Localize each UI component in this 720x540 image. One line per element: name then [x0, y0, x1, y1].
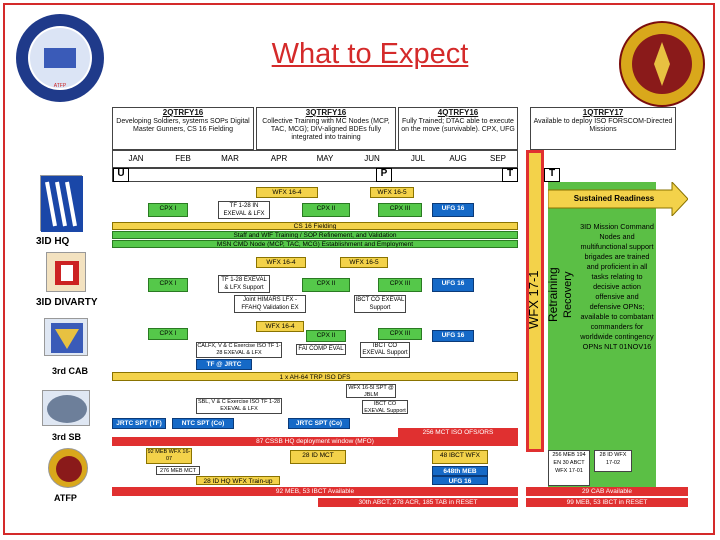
milestone-t: T: [502, 168, 518, 182]
divarty-cpx-3: CPX III: [378, 278, 422, 292]
sb-ibct-support: IBCT CO EXEVAL Support: [362, 400, 408, 414]
cab-trp-dfs: 1 x AH-64 TRP ISO DFS: [112, 372, 518, 381]
hq-cpx-1: CPX I: [148, 203, 188, 217]
unit-label-cab: 3rd CAB: [52, 366, 89, 376]
recovery-label: Recovery: [562, 271, 574, 319]
hq-cpx-2: CPX II: [302, 203, 350, 217]
atfp-256-meb-wfx: 256 MEB 194 EN 30 ABCT WFX 17-01: [548, 450, 590, 486]
atfp-28-id-wfx-17-02: 28 ID WFX 17-02: [594, 450, 632, 472]
month-label: MAR: [221, 154, 239, 163]
divarty-wfx-16-5: WFX 16-5: [340, 257, 388, 268]
svg-text:ATFP: ATFP: [53, 83, 67, 89]
sb-ntc-spt: NTC SPT (Co): [172, 418, 234, 429]
atfp-92-meb-available: 92 MEB, 53 IBCT Available: [112, 487, 518, 496]
milestone-p: P: [376, 168, 392, 182]
hq-staff-training: Staff and WfF Training / SOP Refinement, and Validation: [112, 231, 518, 239]
divarty-crest-icon: [46, 252, 86, 292]
cab-crest-icon: [44, 318, 88, 356]
unit-label-hq: 3ID HQ: [36, 236, 70, 247]
division-logo: [14, 12, 106, 104]
atfp-99-meb-reset: 99 MEB, 53 IBCT in RESET: [526, 498, 688, 507]
sb-jrtc-spt-tf: JRTC SPT (TF): [112, 418, 166, 429]
atfp-648-meb: 648th MEB: [432, 466, 488, 476]
cab-cpx-3: CPX III: [378, 328, 422, 340]
month-label: JUL: [410, 154, 426, 163]
quarter-header: 4QTRFY16 Fully Trained; DTAC able to execute on the move (survivable). CPX, UFG: [398, 107, 518, 150]
divarty-wfx-16-4: WFX 16-4: [256, 257, 306, 268]
retraining-label: Retraining: [546, 267, 560, 323]
cab-cpx-2: CPX II: [306, 330, 346, 342]
hq-tf-exeval: TF 1-28 IN EXEVAL & LFX: [218, 201, 270, 219]
atfp-28-id-hq-wfx: 28 ID HQ WFX Train-up: [196, 476, 280, 485]
divarty-cpx-2: CPX II: [302, 278, 350, 292]
month-label: SEP: [489, 154, 506, 163]
divarty-tf-support: TF 1-28 EXEVAL & LFX Support: [218, 275, 270, 293]
atfp-29-cab-available: 29 CAB Available: [526, 487, 688, 496]
divarty-ufg-16: UFG 16: [432, 278, 474, 292]
month-label: AUG: [449, 154, 467, 163]
3id-patch-icon: [40, 175, 82, 231]
atfp-276-meb-mct: 276 MEB MCT: [156, 466, 200, 475]
divarty-cpx-1: CPX I: [148, 278, 188, 292]
atfp-30-abct-reset: 30th ABCT, 278 ACR, 185 TAB in RESET: [318, 498, 518, 507]
sustained-readiness-label: Sustained Readiness: [573, 194, 655, 203]
month-row-border: [112, 150, 518, 168]
hq-cpx-3: CPX III: [378, 203, 422, 217]
sb-sbl-exercise: SBL, V & C Exercise ISO TF 1-28 EXEVAL & LFX: [197, 399, 281, 412]
cab-fai-comp-eval: FAI COMP EVAL: [296, 344, 346, 355]
sb-87-cssb: 87 CSSB HQ deployment window (MFO): [112, 437, 518, 446]
sb-jrtc-spt-co: JRTC SPT (Co): [288, 418, 350, 429]
hq-ufg-16: UFG 16: [432, 203, 474, 217]
month-label: APR: [270, 154, 288, 163]
divarty-ibct-support: IBCT CO EXEVAL Support: [355, 297, 405, 311]
divarty-himars: Joint HIMARS LFX - FFAHQ Validation EX: [234, 295, 306, 313]
cab-ibct-support: IBCT CO EXEVAL Support: [360, 342, 410, 358]
wfx-17-1-label: WFX 17-1: [526, 270, 541, 330]
hq-msn-cmd-node: MSN CMD Node (MCP, TAC, MCG) Establishment and Employment: [112, 240, 518, 248]
unit-label-divarty: 3ID DIVARTY: [36, 297, 98, 308]
hq-wfx-16-5: WFX 16-5: [370, 187, 414, 198]
unit-label-sb: 3rd SB: [52, 432, 82, 442]
cab-tf-jrtc: TF @ JRTC: [196, 359, 252, 370]
sb-256-mct: 256 MCT ISO OFS/ORS: [398, 428, 518, 437]
atfp-28-id-mct: 28 ID MCT: [290, 450, 346, 464]
cab-wfx-16-4: WFX 16-4: [256, 321, 304, 332]
quarter-header: 3QTRFY16 Collective Training with MC Nodes (MCP, TAC, MCG); DIV-aligned BDEs fully integrated into training: [256, 107, 396, 150]
month-label: JAN: [128, 154, 144, 163]
cab-calfx: CALFX, V & C Exercise ISO TF 1-28 EXEVAL & LFX: [197, 343, 281, 356]
month-label: MAY: [316, 154, 334, 163]
hq-wfx-16-4: WFX 16-4: [256, 187, 318, 198]
month-label: FEB: [175, 154, 191, 163]
sb-crest-icon: [42, 390, 90, 426]
cab-cpx-1: CPX I: [148, 328, 188, 340]
cab-ufg-16: UFG 16: [432, 330, 474, 342]
hq-cs-fielding: CS 16 Fielding: [112, 222, 518, 230]
quarter-header: 2QTRFY16 Developing Soldiers, systems SOPs Digital Master Gunners, CS 16 Fielding: [112, 107, 254, 150]
atfp-92-meb-wfx: 92 MEB WFX 16-07: [147, 449, 191, 462]
sb-wfx-spt: WFX 16-5I SPT @ JBLM: [346, 384, 396, 398]
mission-statement: 3ID Mission Command Nodes and multifunctional support brigades are trained and proficient in all tasks relating to decisive action offensive and defensive OPNs; available to combatant commanders for worldwide contingency OPNs NLT 01NOV16: [580, 222, 654, 351]
month-label: JUN: [364, 154, 380, 163]
unit-label-atfp: ATFP: [54, 493, 77, 503]
quarter-header: 1QTRFY17 Available to deploy ISO FORSCOM-Directed Missions: [530, 107, 676, 150]
page-title: What to Expect: [271, 38, 469, 70]
support-emblem: [618, 20, 706, 108]
atfp-48-ibct-wfx: 48 IBCT WFX: [432, 450, 488, 464]
timeline-row: [112, 168, 518, 182]
milestone-t: T: [544, 168, 560, 182]
atfp-seal-icon: [48, 448, 88, 488]
milestone-u: U: [113, 168, 129, 182]
atfp-ufg-16: UFG 16: [432, 476, 488, 485]
